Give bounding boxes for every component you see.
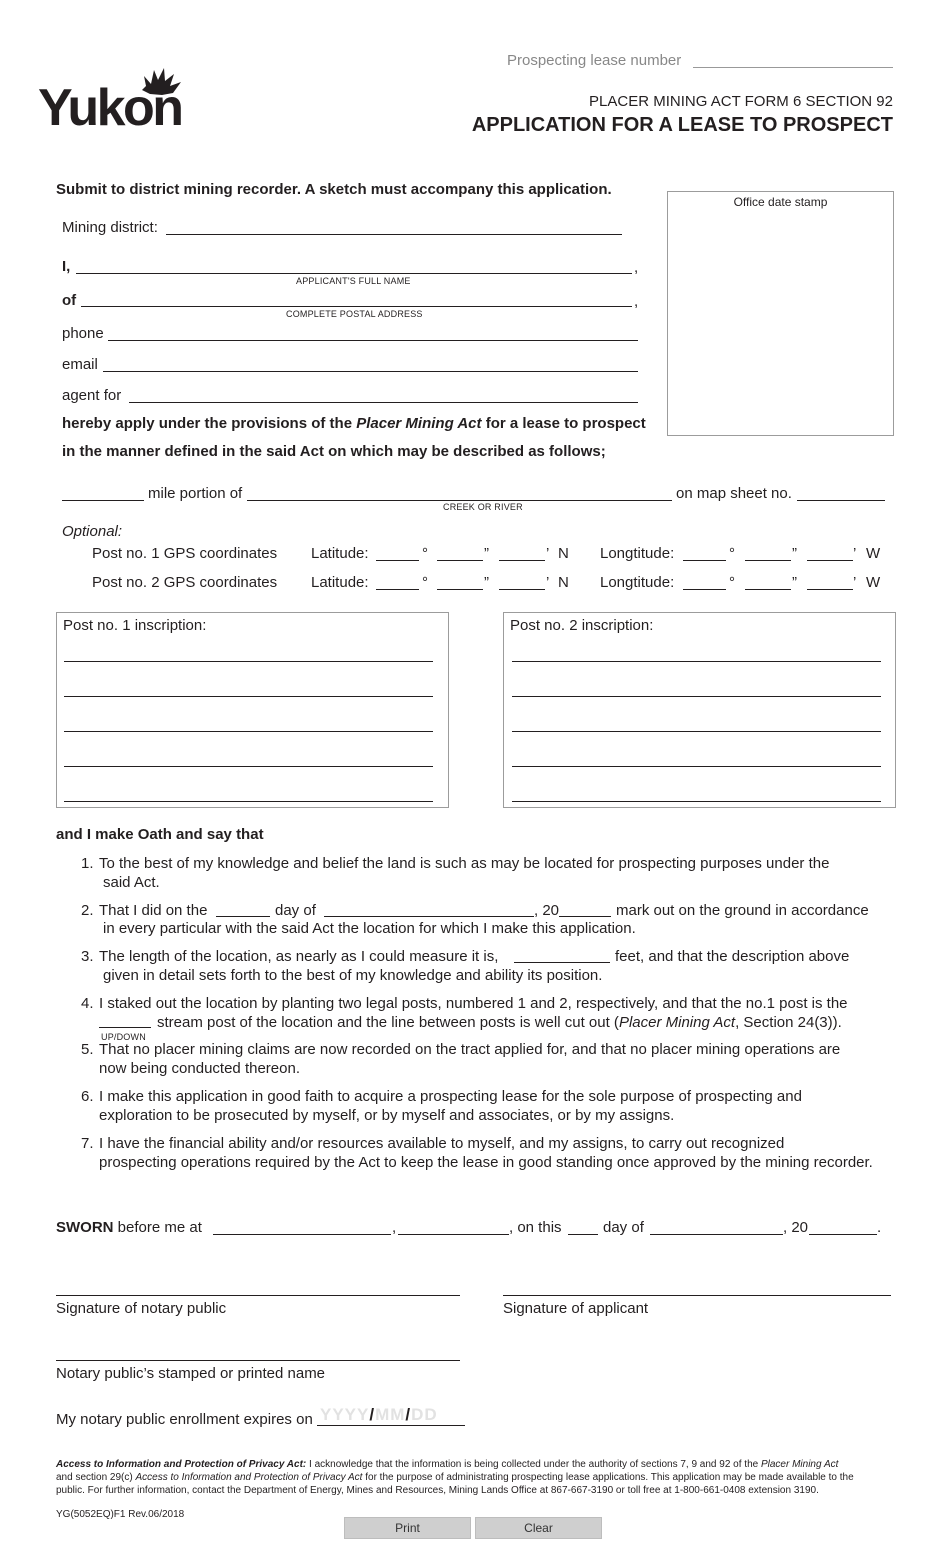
oath-text: The length of the location, as nearly as I could measure it is,	[99, 948, 499, 965]
oath-text-2: now being conducted thereon.	[99, 1060, 300, 1077]
oath-text: To the best of my knowledge and belief the land is such as may be located for prospecting purposes under the	[99, 855, 830, 872]
oath-length-input[interactable]	[514, 962, 610, 963]
post2-west-label: W	[866, 574, 881, 591]
mining-district-label: Mining district:	[62, 219, 158, 236]
post1-lat-deg-input[interactable]	[376, 560, 419, 561]
post1-inscription-box[interactable]	[56, 612, 449, 808]
privacy-t3: for the purpose of administrating prospecting lease applications. This application may be made available to the	[362, 1472, 854, 1483]
oath-text: I make this application in good faith to acquire a prospecting lease for the sole purpose of prospecting and	[99, 1088, 802, 1105]
post1-lat-sec-input[interactable]	[499, 560, 545, 561]
intro-instruction: Submit to district mining recorder. A sketch must accompany this application.	[56, 181, 612, 198]
oath-text-2: exploration to be prosecuted by myself, or by myself and associates, or by my assigns.	[99, 1107, 675, 1124]
post1-lon-min-input[interactable]	[745, 560, 791, 561]
creek-caption: CREEK OR RIVER	[443, 502, 523, 512]
notary-expires-label: My notary public enrollment expires on	[56, 1411, 313, 1428]
oath-text: I staked out the location by planting two legal posts, numbered 1 and 2, respectively, and that the no.1 post is the	[99, 995, 848, 1012]
post1-inscription-line[interactable]	[64, 801, 433, 802]
lease-number-label: Prospecting lease number	[507, 52, 682, 69]
sworn-before: before me at	[117, 1219, 202, 1236]
post2-north-label: N	[558, 574, 569, 591]
oath-text: day of	[275, 902, 316, 919]
form-reference: PLACER MINING ACT FORM 6 SECTION 92	[589, 93, 893, 110]
post2-latitude-label: Latitude:	[311, 574, 369, 591]
privacy-t1: I acknowledge that the information is being collected under the authority of sections 7, 9 and 92 of the	[306, 1459, 761, 1470]
yukon-logo	[38, 66, 213, 138]
date-year: YYYY	[320, 1405, 370, 1424]
post2-inscription-box[interactable]	[503, 612, 896, 808]
post1-west-label: W	[866, 545, 881, 562]
office-date-stamp-box	[667, 191, 894, 436]
oath-act: Placer Mining Act	[618, 1014, 736, 1031]
sworn-on-this: , on this	[509, 1219, 562, 1236]
notary-name-label: Notary public’s stamped or printed name	[56, 1365, 326, 1382]
date-day: DD	[411, 1405, 438, 1424]
post2-sec-symbol: ”	[484, 574, 489, 591]
print-button[interactable]: Print	[344, 1517, 471, 1539]
post1-longitude-label: Longtitude:	[600, 545, 675, 562]
oath-item-1	[81, 854, 901, 892]
applicant-signature-input[interactable]	[503, 1295, 891, 1296]
page-title: APPLICATION FOR A LEASE TO PROSPECT	[471, 114, 893, 136]
post1-min-symbol: ’	[546, 545, 550, 562]
post1-latitude-label: Latitude:	[311, 545, 369, 562]
agent-for-label: agent for	[62, 387, 122, 404]
oath-text-2: given in detail sets forth to the best of my knowledge and ability its position.	[103, 967, 603, 984]
oath-item-6	[81, 1087, 911, 1125]
oath-item-7	[81, 1134, 911, 1172]
oath-text: That no placer mining claims are now recorded on the tract applied for, and that no placer mining operations are	[99, 1041, 841, 1058]
apply-statement-line2: in the manner defined in the said Act on which may be described as follows;	[62, 443, 606, 460]
post2-lon-deg-input[interactable]	[683, 589, 726, 590]
post1-lat-min-input[interactable]	[437, 560, 483, 561]
oath-heading: and I make Oath and say that	[56, 826, 264, 843]
oath-num: 7.	[81, 1135, 94, 1152]
date-month: MM	[375, 1405, 406, 1424]
map-sheet-label: on map sheet no.	[676, 485, 792, 502]
oath-year-input[interactable]	[559, 916, 611, 917]
stamp-label: Office date stamp	[733, 195, 828, 209]
updown-caption: UP/DOWN	[101, 1032, 146, 1042]
apply-part2: for a lease to prospect	[481, 415, 646, 432]
oath-text: , 20	[534, 902, 560, 919]
sworn-year-prefix: , 20	[783, 1219, 809, 1236]
sworn-word: SWORN	[56, 1219, 114, 1236]
oath-text-2: prospecting operations required by the Act to keep the lease in good standing once approved by the mining recorder.	[99, 1154, 873, 1171]
post2-lon-min-input[interactable]	[745, 589, 791, 590]
privacy-notice	[56, 1458, 901, 1497]
post2-longitude-label: Longtitude:	[600, 574, 675, 591]
apply-act: Placer Mining Act	[356, 415, 482, 432]
post1-inscription-line[interactable]	[64, 731, 433, 732]
date-placeholder[interactable]	[320, 1405, 438, 1425]
oath-text-b: stream post of the location and the line between posts is well cut out (	[157, 1014, 619, 1031]
notary-expires-input[interactable]	[317, 1425, 465, 1426]
post1-min-symbol: ’	[853, 545, 857, 562]
oath-num: 3.	[81, 948, 94, 965]
post2-inscription-line[interactable]	[512, 801, 881, 802]
applicant-caption: APPLICANT'S FULL NAME	[296, 276, 411, 286]
mining-district-input[interactable]	[166, 234, 622, 235]
clear-button[interactable]: Clear	[475, 1517, 602, 1539]
post2-inscription-line[interactable]	[512, 731, 881, 732]
email-input[interactable]	[103, 371, 638, 372]
oath-num: 6.	[81, 1088, 94, 1105]
post1-lon-deg-input[interactable]	[683, 560, 726, 561]
postal-address-input[interactable]	[81, 306, 632, 307]
date-slash: /	[405, 1405, 412, 1424]
oath-num: 2.	[81, 902, 94, 919]
creek-river-input[interactable]	[247, 500, 672, 501]
post1-inscription-line[interactable]	[64, 661, 433, 662]
post2-inscription-line[interactable]	[512, 766, 881, 767]
oath-text-2: in every particular with the said Act the location for which I make this application.	[103, 920, 636, 937]
phone-label: phone	[62, 325, 104, 342]
post2-inscription-line[interactable]	[512, 661, 881, 662]
oath-text: mark out on the ground in accordance	[616, 902, 869, 919]
map-sheet-input[interactable]	[797, 500, 885, 501]
post1-sec-symbol: ”	[484, 545, 489, 562]
post2-deg-symbol: °	[729, 574, 735, 591]
oath-text: I have the financial ability and/or resources available to myself, and my assigns, to carry out recognized	[99, 1135, 785, 1152]
post1-inscription-line[interactable]	[64, 696, 433, 697]
sworn-place-input[interactable]	[213, 1234, 391, 1235]
address-caption: COMPLETE POSTAL ADDRESS	[286, 309, 423, 319]
post2-deg-symbol: °	[422, 574, 428, 591]
post1-north-label: N	[558, 545, 569, 562]
post1-inscription-label: Post no. 1 inscription:	[63, 617, 207, 634]
comma-1: ,	[634, 259, 639, 276]
post2-min-symbol: ’	[546, 574, 550, 591]
notary-signature-label: Signature of notary public	[56, 1300, 227, 1317]
oath-num: 5.	[81, 1041, 94, 1058]
oath-day-input[interactable]	[216, 916, 270, 917]
post2-lat-sec-input[interactable]	[499, 589, 545, 590]
phone-input[interactable]	[108, 340, 638, 341]
sworn-comma: ,	[392, 1219, 397, 1236]
notary-signature-input[interactable]	[56, 1295, 460, 1296]
mile-portion-label: mile portion of	[148, 485, 243, 502]
sworn-year-input[interactable]	[809, 1234, 877, 1235]
apply-part1: hereby apply under the provisions of the	[62, 415, 357, 432]
sworn-day-input[interactable]	[568, 1234, 598, 1235]
apply-statement-line1	[62, 415, 646, 432]
post1-inscription-line[interactable]	[64, 766, 433, 767]
optional-label: Optional:	[62, 523, 123, 540]
form-code: YG(5052EQ)F1 Rev.06/2018	[56, 1509, 185, 1520]
post2-inscription-label: Post no. 2 inscription:	[510, 617, 654, 634]
oath-num: 4.	[81, 995, 94, 1012]
oath-text: feet, and that the description above	[615, 948, 850, 965]
applicant-name-input[interactable]	[76, 273, 632, 274]
post1-deg-symbol: °	[422, 545, 428, 562]
oath-month-input[interactable]	[324, 916, 534, 917]
post2-lat-min-input[interactable]	[437, 589, 483, 590]
privacy-act1: Placer Mining Act	[760, 1459, 839, 1470]
post1-deg-symbol: °	[729, 545, 735, 562]
sworn-location-input[interactable]	[398, 1234, 509, 1235]
sworn-month-input[interactable]	[650, 1234, 783, 1235]
post2-inscription-line[interactable]	[512, 696, 881, 697]
post2-sec-symbol: ”	[792, 574, 797, 591]
post1-gps-label: Post no. 1 GPS coordinates	[92, 545, 278, 562]
oath-text-2: said Act.	[103, 874, 160, 891]
agent-for-input[interactable]	[129, 402, 638, 403]
post2-lat-deg-input[interactable]	[376, 589, 419, 590]
privacy-t4: public. For further information, contact the Department of Energy, Mines and Resources, Mining Lands Office at 867-667-3190 or toll free at 1-800-661-0408 extension 3190.	[56, 1485, 819, 1496]
sworn-day-of: day of	[603, 1219, 644, 1236]
post2-gps-label: Post no. 2 GPS coordinates	[92, 574, 278, 591]
email-label: email	[62, 356, 98, 373]
notary-name-input[interactable]	[56, 1360, 460, 1361]
privacy-heading: Access to Information and Protection of Privacy Act:	[56, 1459, 307, 1470]
privacy-act2: Access to Information and Protection of Privacy Act	[135, 1472, 363, 1483]
logo-text: Yukon	[38, 79, 182, 137]
applicant-signature-label: Signature of applicant	[503, 1300, 649, 1317]
mile-portion-input[interactable]	[62, 500, 144, 501]
oath-text-c: , Section 24(3)).	[735, 1014, 842, 1031]
i-label: I,	[62, 258, 71, 275]
lease-number-field[interactable]	[693, 67, 893, 68]
oath-text-2	[157, 1013, 842, 1032]
of-label: of	[62, 292, 77, 309]
privacy-t2: and section 29(c)	[56, 1472, 136, 1483]
oath-text: That I did on the	[99, 902, 208, 919]
comma-2: ,	[634, 293, 639, 310]
oath-item-5	[81, 1040, 911, 1078]
post1-sec-symbol: ”	[792, 545, 797, 562]
sworn-line	[56, 1219, 896, 1241]
oath-num: 1.	[81, 855, 94, 872]
post1-lon-sec-input[interactable]	[807, 560, 853, 561]
post2-lon-sec-input[interactable]	[807, 589, 853, 590]
sworn-period: .	[877, 1219, 882, 1236]
post2-min-symbol: ’	[853, 574, 857, 591]
date-slash: /	[369, 1405, 376, 1424]
